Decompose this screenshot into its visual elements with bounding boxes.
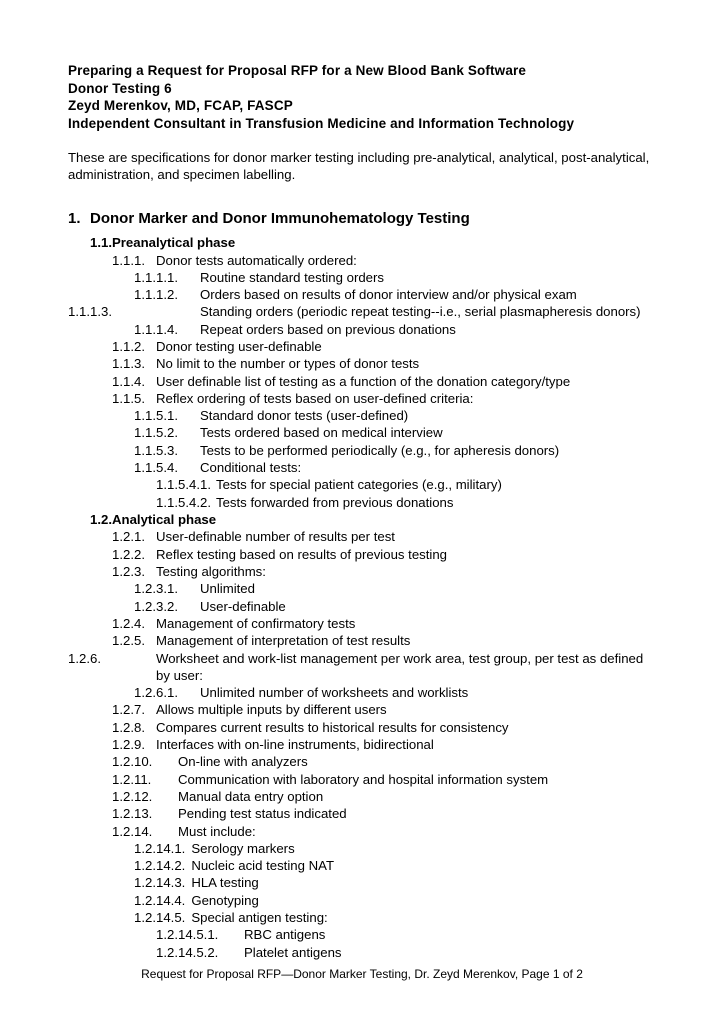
list-item <box>112 753 658 770</box>
item-text: RBC antigens <box>244 927 326 943</box>
list-item <box>156 926 658 943</box>
list-item <box>112 771 658 788</box>
item-number: 1.2.14.5.2. <box>156 944 219 960</box>
item-text: Management of confirmatory tests <box>156 615 356 631</box>
item-number: 1.1.1. <box>112 252 145 268</box>
item-text: Tests ordered based on medical interview <box>200 425 443 441</box>
item-number: 1.2.13. <box>112 806 153 822</box>
list-item <box>112 701 658 718</box>
document-header <box>68 62 658 132</box>
list-item <box>112 823 658 840</box>
item-text: Repeat orders based on previous donations <box>200 321 456 337</box>
subsection-1-2-title: Analytical phase <box>112 511 217 527</box>
item-number: 1.2.11. <box>112 771 152 787</box>
section-1-heading <box>68 209 658 228</box>
item-number: 1.1.4. <box>112 373 145 389</box>
item-text: Must include: <box>178 823 256 839</box>
item-number: 1.1.1.1. <box>134 269 178 285</box>
list-item <box>112 338 658 355</box>
list-item <box>112 805 658 822</box>
item-number: 1.2.10. <box>112 754 153 770</box>
item-text: Nucleic acid testing NAT <box>191 858 335 874</box>
subsection-1-1-number: 1.1. <box>90 235 112 250</box>
header-line-author: Zeyd Merenkov, MD, FCAP, FASCP <box>68 98 293 113</box>
item-text: Pending test status indicated <box>178 806 347 822</box>
item-number: 1.2.14.4. <box>134 892 186 908</box>
item-text: No limit to the number or types of donor tests <box>156 356 420 372</box>
list-item <box>134 598 658 615</box>
item-number: 1.1.5.4. <box>134 460 178 476</box>
list-item <box>134 407 658 424</box>
item-text: Special antigen testing: <box>191 909 328 925</box>
item-text: On-line with analyzers <box>178 754 308 770</box>
list-item <box>112 563 658 580</box>
item-text: Communication with laboratory and hospital information system <box>178 771 549 787</box>
item-text: Genotyping <box>191 892 259 908</box>
item-text: Platelet antigens <box>244 944 342 960</box>
item-number: 1.2.14.1. <box>134 840 186 856</box>
item-text: Standard donor tests (user-defined) <box>200 408 409 424</box>
item-text: Reflex testing based on results of previous testing <box>156 546 448 562</box>
item-text: Donor testing user-definable <box>156 338 322 354</box>
item-text: Compares current results to historical results for consistency <box>156 719 509 735</box>
subsection-1-1-title: Preanalytical phase <box>112 235 236 250</box>
item-number: 1.2.3.2. <box>134 598 178 614</box>
item-text: Conditional tests: <box>200 460 302 476</box>
list-item <box>68 303 658 320</box>
item-number: 1.2.14.5.1. <box>156 927 219 943</box>
item-text: Orders based on results of donor interview and/or physical exam <box>200 287 577 303</box>
subsection-1-1-heading <box>90 234 658 252</box>
list-item <box>134 840 658 857</box>
item-text: Standing orders (periodic repeat testing--i.e., serial plasmapheresis donors) <box>200 304 641 320</box>
item-number: 1.1.5.1. <box>134 408 178 424</box>
item-number: 1.2.3. <box>112 564 145 580</box>
item-number: 1.1.5.4.1. <box>156 477 211 493</box>
item-number: 1.2.14.3. <box>134 875 186 891</box>
item-text: Donor tests automatically ordered: <box>156 252 357 268</box>
list-item <box>134 909 658 926</box>
item-number: 1.2.6. <box>68 650 101 666</box>
subsection-1-2-heading <box>90 511 658 529</box>
list-item <box>134 424 658 441</box>
item-number: 1.1.2. <box>112 338 145 354</box>
list-item <box>112 546 658 563</box>
item-number: 1.2.14.5. <box>134 909 186 925</box>
item-text: Unlimited number of worksheets and worklists <box>200 685 469 701</box>
list-item <box>134 857 658 874</box>
list-item <box>134 874 658 891</box>
item-text: User-definable <box>200 598 286 614</box>
item-text: User definable list of testing as a function of the donation category/type <box>156 373 571 389</box>
list-item <box>134 321 658 338</box>
list-item <box>112 390 658 407</box>
page-footer: Request for Proposal RFP—Donor Marker Testing, Dr. Zeyd Merenkov, Page 1 of 2 <box>141 967 583 981</box>
item-text: Serology markers <box>191 840 295 856</box>
list-item <box>112 615 658 632</box>
item-text: Unlimited <box>200 581 255 597</box>
item-text: Routine standard testing orders <box>200 269 385 285</box>
item-number: 1.2.9. <box>112 737 145 753</box>
item-text: Testing algorithms: <box>156 564 266 580</box>
item-number: 1.2.14.2. <box>134 858 186 874</box>
item-number: 1.2.8. <box>112 719 145 735</box>
item-text: Allows multiple inputs by different users <box>156 702 387 718</box>
item-text: Tests to be performed periodically (e.g., for apheresis donors) <box>200 442 560 458</box>
item-number: 1.2.5. <box>112 633 145 649</box>
item-number: 1.2.7. <box>112 702 145 718</box>
item-number: 1.1.5.4.2. <box>156 494 211 510</box>
list-item <box>112 373 658 390</box>
item-text: Interfaces with on-line instruments, bidirectional <box>156 737 434 753</box>
item-text: Tests forwarded from previous donations <box>216 494 454 510</box>
item-number: 1.2.6.1. <box>134 685 178 701</box>
list-item <box>112 788 658 805</box>
list-item <box>112 736 658 753</box>
item-number: 1.1.1.3. <box>68 304 112 320</box>
list-item <box>134 684 658 701</box>
item-text: User-definable number of results per test <box>156 529 395 545</box>
list-item <box>134 580 658 597</box>
list-item <box>156 476 658 493</box>
header-line-affiliation: Independent Consultant in Transfusion Medicine and Information Technology <box>68 115 575 131</box>
item-number: 1.1.5. <box>112 390 145 406</box>
item-number: 1.2.1. <box>112 529 145 545</box>
list-item <box>112 252 658 269</box>
item-text: HLA testing <box>191 875 259 891</box>
item-number: 1.1.5.2. <box>134 425 178 441</box>
list-item <box>156 494 658 511</box>
list-item <box>134 286 658 303</box>
item-text: Worksheet and work-list management per work area, test group, per test as defined by user: <box>156 650 647 683</box>
list-item <box>134 892 658 909</box>
list-item <box>156 944 658 961</box>
item-number: 1.1.3. <box>112 356 145 372</box>
intro-paragraph: These are specifications for donor marker testing including pre-analytical, analytical, post-analytical, administration, and specimen labelling. <box>68 150 650 182</box>
list-item <box>112 528 658 545</box>
subsection-1-2-number: 1.2. <box>90 511 112 527</box>
item-number: 1.1.5.3. <box>134 442 178 458</box>
header-line-title: Preparing a Request for Proposal RFP for a New Blood Bank Software <box>68 63 526 78</box>
list-item <box>112 719 658 736</box>
item-number: 1.1.1.4. <box>134 321 178 337</box>
item-number: 1.2.3.1. <box>134 581 178 597</box>
list-item <box>112 355 658 372</box>
item-text: Manual data entry option <box>178 788 324 804</box>
item-number: 1.1.1.2. <box>134 287 178 303</box>
list-item <box>134 459 658 476</box>
list-item <box>112 632 658 649</box>
item-text: Management of interpretation of test results <box>156 633 411 649</box>
item-number: 1.2.12. <box>112 788 153 804</box>
item-number: 1.2.14. <box>112 823 153 839</box>
section-1-title: Donor Marker and Donor Immunohematology Testing <box>90 210 470 227</box>
list-item <box>134 269 658 286</box>
list-item <box>134 442 658 459</box>
item-number: 1.2.2. <box>112 546 145 562</box>
item-number: 1.2.4. <box>112 615 145 631</box>
section-1-number: 1. <box>68 210 81 227</box>
item-text: Reflex ordering of tests based on user-defined criteria: <box>156 390 474 406</box>
item-text: Tests for special patient categories (e.g., military) <box>216 477 502 493</box>
header-line-subtitle: Donor Testing 6 <box>68 80 172 96</box>
list-item <box>68 650 658 685</box>
